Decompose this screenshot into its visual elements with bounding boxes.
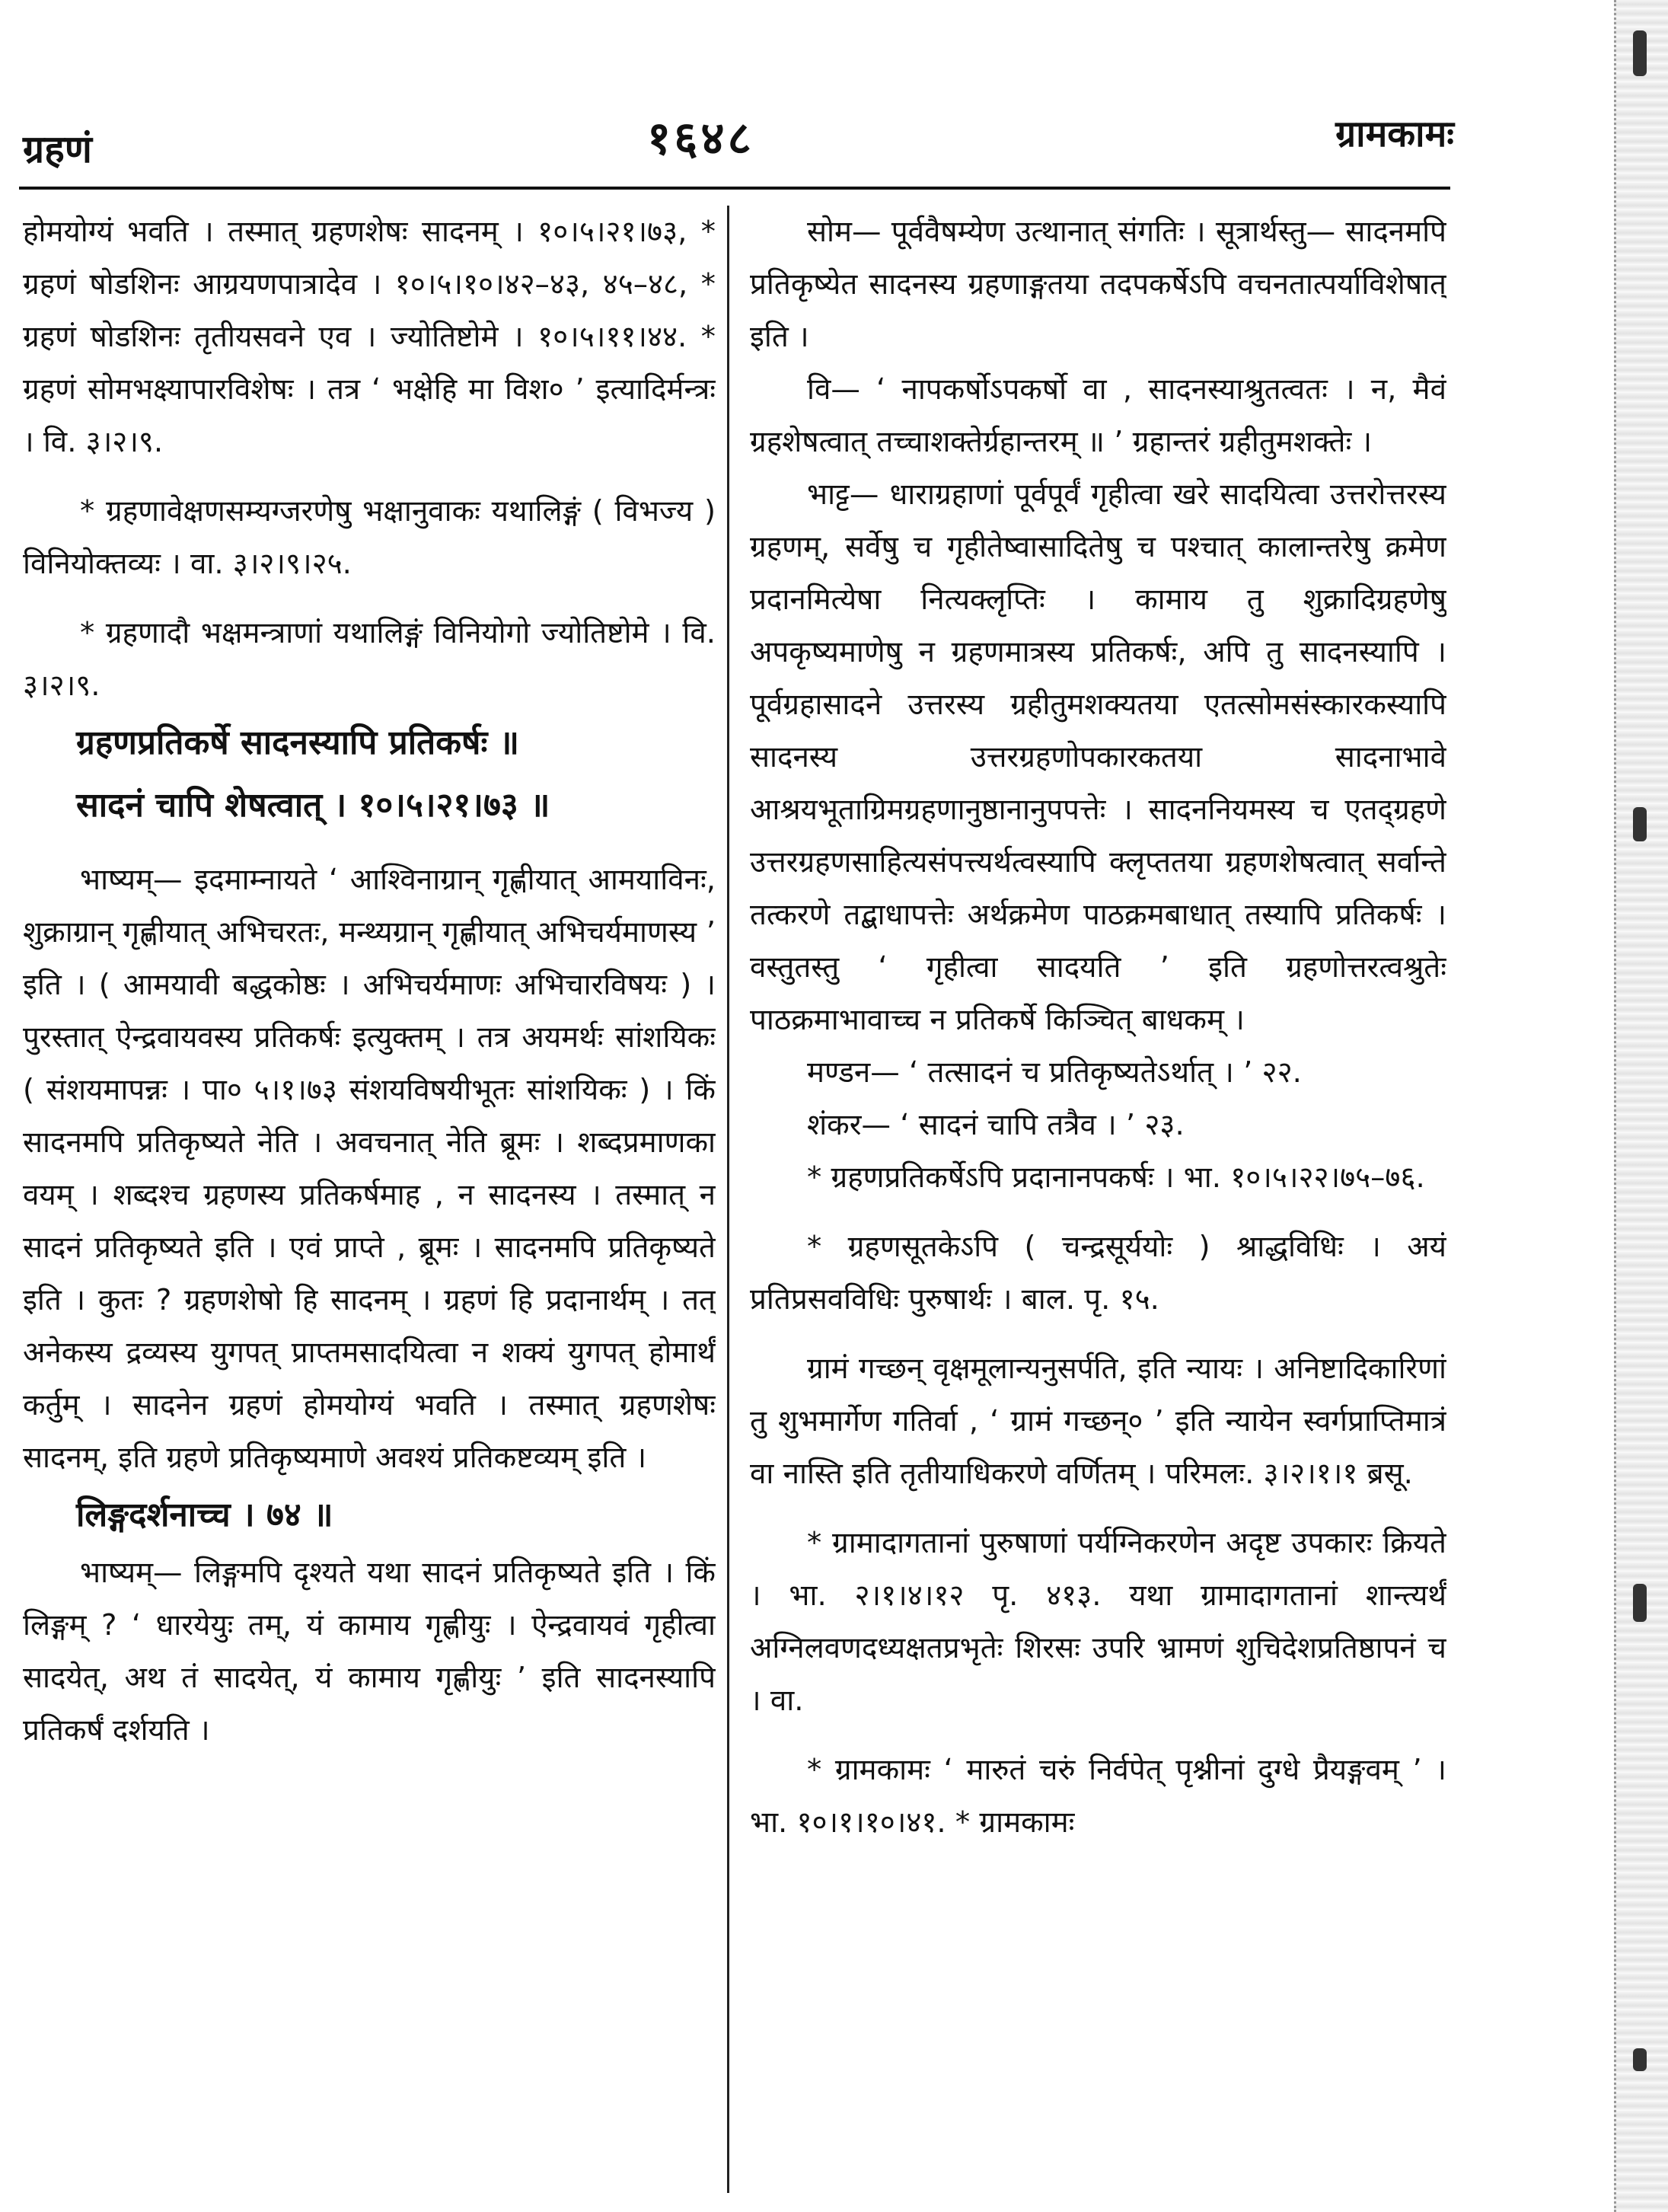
binding-mark [1633, 2048, 1647, 2071]
entry-text: * ग्रहणप्रतिकर्षेऽपि प्रदानानपकर्षः । भा. १०।५।२२।७५–७६. [807, 1160, 1425, 1195]
header-right-guide-word: ग्रामकामः [1335, 113, 1454, 155]
entry-text: * ग्रहणावेक्षणसम्यग्जरणेषु भक्षानुवाकः यथालिङ्गं ( विभज्य ) विनियोक्तव्यः । वा. ३।२।९।२५. [23, 494, 716, 581]
commentary-text: भाट्ट— धाराग्रहाणां पूर्वपूर्वं गृहीत्वा खरे सादयित्वा उत्तरोत्तरस्य ग्रहणम्, सर्वेषु च गृहीतेष्वासादितेषु च पश्चात् कालान्तरेषु क्रमेण प्रदानमित्येषा नित्यक्लृप्तिः । कामाय तु शुक्रादिग्रहणेषु अपकृष्यमाणेषु न ग्रहणमात्रस्य प्रतिकर्षः, अपि तु सादनस्यापि । पूर्वग्रहासादने उत्तरस्य ग्रहीतुमशक्यतया एतत्सोमसंस्कारकस्यापि सादनस्य उत्तरग्रहणोपकारकतया सादनाभावे आश्रयभूताग्रिमग्रहणानुष्ठानानुपपत्तेः । सादननियमस्य च एतद्ग्रहणे उत्तरग्रहणसाहित्यसंपत्त्यर्थत्वस्यापि क्लृप्ततया ग्रहणशेषत्वात् सर्वान्ते तत्करणे तद्बाधापत्तेः अर्थक्रमेण पाठक्रमबाधात् तस्यापि प्रतिकर्षः । वस्तुतस्तु ‘ गृहीत्वा सादयति ’ इति ग्रहणोत्तरत्वश्रुतेः पाठक्रमाभावाच्च न प्रतिकर्षे किञ्चित् बाधकम् । [750, 477, 1446, 1037]
binding-mark [1633, 1584, 1647, 1622]
column-divider [727, 206, 729, 2193]
entry-text: * ग्रामकामः ‘ मारुतं चरुं निर्वपेत् पृश्नीनां दुग्धे प्रैयङ्गवम् ’ । भा. १०।१।१०।४१. * ग्रामकामः [750, 1753, 1446, 1840]
sutra-heading: लिङ्गदर्शनाच्च । ७४ ॥ [76, 1495, 333, 1534]
commentary-text: मण्डन— ‘ तत्सादनं च प्रतिकृष्यतेऽर्थात् । ’ २२. [807, 1055, 1302, 1090]
commentary-text: सोम— पूर्ववैषम्येण उत्थानात् संगतिः । सूत्रार्थस्तु— सादनमपि प्रतिकृष्येत सादनस्य ग्रहणाङ्गतया तदपकर्षेऽपि वचनतात्पर्याविशेषात् इति । [750, 215, 1446, 354]
binding-mark [1633, 30, 1647, 76]
commentary-text: वि— ‘ नापकर्षोऽपकर्षो वा , सादनस्याश्रुतत्वतः । न, मैवं ग्रहशेषत्वात् तच्चाशक्तेर्ग्रहान्तरम् ॥ ’ ग्रहान्तरं ग्रहीतुमशक्तेः । [750, 372, 1446, 459]
nyaya-entry: ग्रामं गच्छन् वृक्षमूलान्यनुसर्पति, इति न्यायः । अनिष्टादिकारिणां तु शुभमार्गेण गतिर्वा , ‘ ग्रामं गच्छन्० ’ इति न्यायेन स्वर्गप्राप्तिमात्रं वा नास्ति इति तृतीयाधिकरणे वर्णितम् । परिमलः. ३।२।१।१ ब्रसू. [750, 1352, 1446, 1491]
header-left-guide-word: ग्रहणं [23, 127, 92, 171]
entry-text: * ग्रहणसूतकेऽपि ( चन्द्रसूर्ययोः ) श्राद्धविधिः । अयं प्रतिप्रसवविधिः पुरुषार्थः । बाल. पृ. १५. [750, 1230, 1446, 1317]
sutra-heading: ग्रहणप्रतिकर्षे सादनस्यापि प्रतिकर्षः ॥ [76, 723, 520, 762]
sutra-heading: सादनं चापि शेषत्वात् । १०।५।२१।७३ ॥ [76, 786, 550, 825]
binding-mark [1633, 807, 1647, 841]
entry-text: * ग्रहणादौ भक्षमन्त्राणां यथालिङ्गं विनियोगो ज्योतिष्टोमे । वि. ३।२।९. [23, 616, 716, 703]
page-number: १६४८ [647, 112, 754, 165]
header-rule [19, 187, 1450, 190]
entry-text: * ग्रामादागतानां पुरुषाणां पर्यग्निकरणेन अदृष्ट उपकारः क्रियते । भा. २।१।४।१२ पृ. ४१३. यथा ग्रामादागतानां शान्त्यर्थं अग्निलवणदध्यक्षतप्रभृतेः शिरसः उपरि भ्रामणं शुचिदेशप्रतिष्ठापनं च । वा. [750, 1526, 1446, 1718]
bhashya-text: भाष्यम्— लिङ्गमपि दृश्यते यथा सादनं प्रतिकृष्यते इति । किं लिङ्गम् ? ‘ धारयेयुः तम्, यं कामाय गृह्णीयुः । ऐन्द्रवायवं गृहीत्वा सादयेत्, अथ तं सादयेत्, यं कामाय गृह्णीयुः ’ इति सादनस्यापि प्रतिकर्षं दर्शयति । [23, 1556, 716, 1748]
entry-text: होमयोग्यं भवति । तस्मात् ग्रहणशेषः सादनम् । १०।५।२१।७३, * ग्रहणं षोडशिनः आग्रयणपात्रादेव । १०।५।१०।४२–४३, ४५–४८, * ग्रहणं षोडशिनः तृतीयसवने एव । ज्योतिष्टोमे । १०।५।११।४४. * ग्रहणं सोमभक्ष्यापारविशेषः । तत्र ‘ भक्षेहि मा विश० ’ इत्यादिर्मन्त्रः । वि. ३।२।९. [23, 215, 716, 459]
commentary-text: शंकर— ‘ सादनं चापि तत्रैव । ’ २३. [807, 1108, 1185, 1142]
right-column [750, 206, 1446, 2201]
left-column [23, 206, 716, 2201]
page-binding-edge [1614, 0, 1668, 2212]
bhashya-text: भाष्यम्— इदमाम्नायते ‘ आश्विनाग्रान् गृह्णीयात् आमयाविनः, शुक्राग्रान् गृह्णीयात् अभिचरतः, मन्थ्यग्रान् गृह्णीयात् अभिचर्यमाणस्य ’ इति । ( आमयावी बद्धकोष्ठः । अभिचर्यमाणः अभिचारविषयः ) । पुरस्तात् ऐन्द्रवायवस्य प्रतिकर्षः इत्युक्तम् । तत्र अयमर्थः सांशयिकः ( संशयमापन्नः । पा० ५।१।७३ संशयविषयीभूतः सांशयिकः ) । किं सादनमपि प्रतिकृष्यते नेति । अवचनात् नेति ब्रूमः । शब्दप्रमाणका वयम् । शब्दश्च ग्रहणस्य प्रतिकर्षमाह , न सादनस्य । तस्मात् न सादनं प्रतिकृष्यते इति । एवं प्राप्ते , ब्रूमः । सादनमपि प्रतिकृष्यते इति । कुतः ? ग्रहणशेषो हि सादनम् । ग्रहणं हि प्रदानार्थम् । तत् अनेकस्य द्रव्यस्य युगपत् प्राप्तमसादयित्वा न शक्यं युगपत् होमार्थं कर्तुम् । सादनेन ग्रहणं होमयोग्यं भवति । तस्मात् ग्रहणशेषः सादनम्, इति ग्रहणे प्रतिकृष्यमाणे अवश्यं प्रतिकष्टव्यम् इति । [23, 863, 716, 1475]
page-header [23, 99, 1454, 183]
